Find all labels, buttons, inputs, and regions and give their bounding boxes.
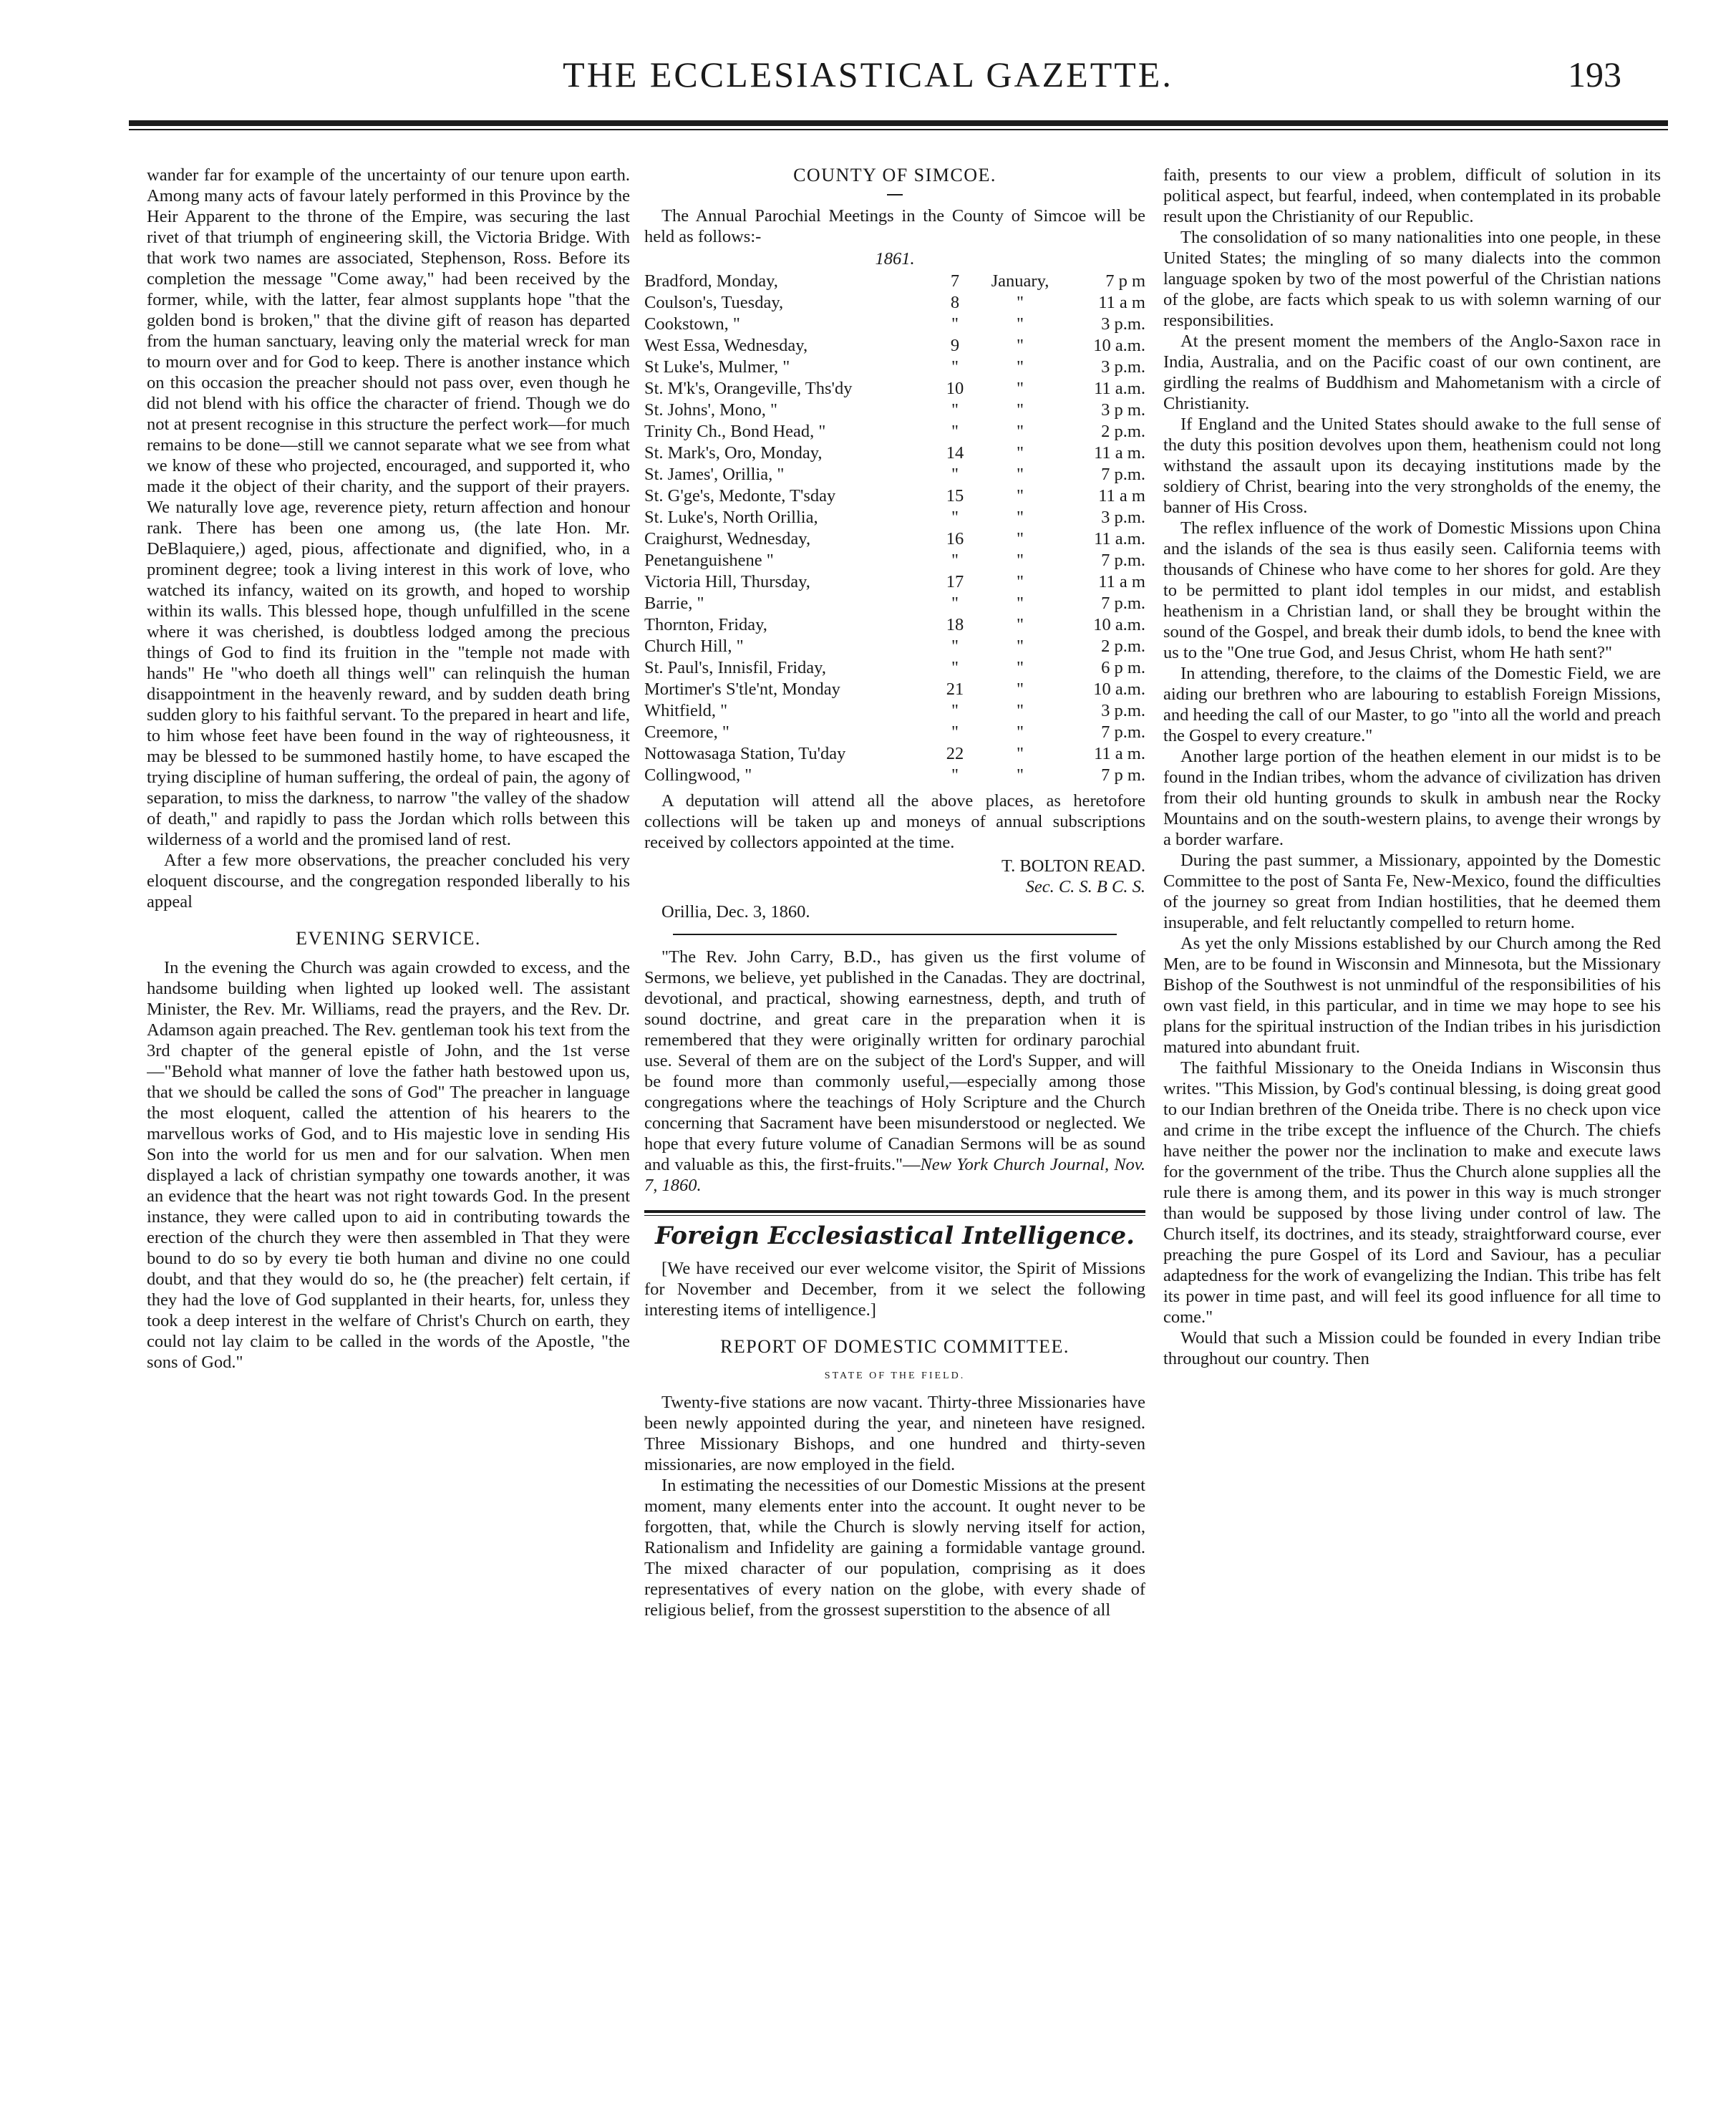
- schedule-day: 22: [946, 744, 964, 763]
- indian-tribes-paragraph: Another large portion of the heathen element in our midst is to be found in the Indian tribes, whom the advance of civilization has driven from their old hunting grounds to skulk in ambush near the Rocky Mountains and on the south-western plains, to avenge their wrongs by a border warfare.: [1163, 747, 1661, 849]
- stations-paragraph: Twenty-five stations are now vacant. Thirty-three Missionaries have been newly appointed during the year, and nineteen have resigned. Three Missionary Bishops, and one hundred and thirty-seven missionaries, are now employed in the field.: [644, 1393, 1145, 1474]
- schedule-day: ": [951, 701, 959, 720]
- schedule-month: ": [1016, 443, 1024, 463]
- oneida-paragraph: The faithful Missionary to the Oneida Indians in Wisconsin thus writes. "This Mission, by God's continual blessing, is doing great good to our Indian brethren of the Oneida tribe. There is no check upon vice and crime in the tribe except the influence of the Church. The chiefs have neither the power nor the inclination to make and execute laws for the government of the tribe. Thus the Church alone supplies all the rule there is among them, and its power in this way is much stronger than would be supposed by those living under control of law. The Church itself, its doctrines, and its steady, straightforward course, ever preaching the pure Gospel of its Lord and Saviour, has a peculiar adaptedness for the work of evangelizing the Indian. This tribe has felt its power in time past, and will feel its good influence for all time to come.": [1163, 1058, 1661, 1327]
- schedule-time: 11 a m.: [1094, 443, 1145, 463]
- schedule-place: Coulson's, Tuesday,: [644, 293, 784, 312]
- schedule-month: ": [1016, 551, 1024, 570]
- schedule-time: 7 p.m.: [1101, 594, 1145, 613]
- report-heading: REPORT OF DOMESTIC COMMITTEE.: [720, 1336, 1070, 1357]
- state-of-field-heading: STATE OF THE FIELD.: [824, 1370, 966, 1381]
- deputation-paragraph: A deputation will attend all the above places, as heretofore collections will be taken up and moneys of annual subscriptions received by collectors appointed at the time.: [644, 791, 1145, 852]
- foreign-intelligence-heading: Foreign Ecclesiastical Intelligence.: [655, 1222, 1135, 1250]
- schedule-place: Trinity Ch., Bond Head, ": [644, 422, 826, 441]
- schedule-place: St. Paul's, Innisfil, Friday,: [644, 658, 826, 677]
- column-1: [147, 165, 630, 2069]
- schedule-month: January,: [991, 271, 1049, 291]
- schedule-row: [644, 636, 1145, 657]
- schedule-place: Mortimer's S'tle'nt, Monday: [644, 680, 840, 699]
- sermons-review-text: "The Rev. John Carry, B.D., has given us the first volume of Sermons, we believe, yet published in the Canadas. They are doctrinal, devotional, and practical, showing earnestness, depth, and truth of sound doctrine, and great care in the preparation when it is remembered that they were originally written for ordinary parochial use. Several of them are on the subject of the Lord's Supper, and will be found more than commonly useful,—especially among those congregations where the teachings of Holy Scripture and the Church concerning that Sacrament have been misunderstood or neglected. We hope that every future volume of Canadian Sermons will be as sound and valuable as this, the first-fruits."—: [644, 947, 1145, 1174]
- anglo-saxon-paragraph: At the present moment the members of the Anglo-Saxon race in India, Australia, and on the Pacific coast of our own continent, are girdling the realms of Buddhism and Mahometanism with a circle of Christianity.: [1163, 332, 1661, 413]
- schedule-month: ": [1016, 379, 1024, 398]
- schedule-month: ": [1016, 400, 1024, 420]
- sermon-conclusion-paragraph: After a few more observations, the preacher concluded his very eloquent discourse, and the congregation responded liberally to his appeal: [147, 851, 630, 912]
- schedule-place: St. G'ge's, Medonte, T'sday: [644, 486, 836, 506]
- schedule-time: 11 a m.: [1094, 744, 1145, 763]
- schedule-month: ": [1016, 336, 1024, 355]
- schedule-day: ": [951, 722, 959, 742]
- schedule-time: 7 p m.: [1101, 765, 1145, 785]
- schedule-place: Church Hill, ": [644, 637, 744, 656]
- meeting-schedule-table: [644, 271, 1145, 786]
- schedule-row: [644, 700, 1145, 722]
- schedule-time: 3 p.m.: [1101, 357, 1145, 377]
- schedule-time: 7 p.m.: [1101, 551, 1145, 570]
- schedule-row: [644, 271, 1145, 292]
- schedule-row: [644, 679, 1145, 700]
- signer-title: Sec. C. S. B C. S.: [1025, 877, 1145, 896]
- schedule-place: St Luke's, Mulmer, ": [644, 357, 790, 377]
- schedule-row: [644, 571, 1145, 593]
- sermons-review-paragraph: [644, 947, 1145, 1196]
- schedule-place: West Essa, Wednesday,: [644, 336, 808, 355]
- section-divider: [673, 934, 1117, 935]
- schedule-row: [644, 443, 1145, 464]
- schedule-row: [644, 614, 1145, 636]
- schedule-time: 11 a.m.: [1094, 529, 1145, 548]
- schedule-place: St. Luke's, North Orillia,: [644, 508, 818, 527]
- schedule-month: ": [1016, 744, 1024, 763]
- schedule-day: ": [951, 465, 959, 484]
- schedule-month: ": [1016, 701, 1024, 720]
- schedule-day: 15: [946, 486, 964, 506]
- schedule-row: [644, 335, 1145, 357]
- england-paragraph: If England and the United States should awake to the full sense of the duty this position devolves upon them, heathenism could not long withstand the assault upon its decaying institutions made by the soldiery of Christ, bearing into the very strongholds of the enemy, the banner of His Cross.: [1163, 415, 1661, 517]
- schedule-day: ": [951, 594, 959, 613]
- schedule-place: Collingwood, ": [644, 765, 752, 785]
- schedule-time: 7 p m: [1105, 271, 1145, 291]
- schedule-row: [644, 550, 1145, 571]
- schedule-month: ": [1016, 422, 1024, 441]
- column-3: [1163, 165, 1661, 2069]
- schedule-time: 11 a.m.: [1094, 379, 1145, 398]
- schedule-day: ": [951, 508, 959, 527]
- schedule-place: Thornton, Friday,: [644, 615, 767, 634]
- schedule-row: [644, 378, 1145, 400]
- schedule-day: 8: [950, 293, 960, 312]
- schedule-day: 21: [946, 680, 964, 699]
- schedule-place: Craighurst, Wednesday,: [644, 529, 811, 548]
- schedule-month: ": [1016, 293, 1024, 312]
- schedule-place: Whitfield, ": [644, 701, 728, 720]
- reflex-influence-paragraph: The reflex influence of the work of Domestic Missions upon China and the islands of the sea is thus easily seen. California teems with thousands of Chinese who have come to her shores for gold. Are they to be permitted to plant idol temples in our midst, and establish heathenism in a Christian land, or shall they be brought within the sound of the Gospel, and break their dumb idols, to bend the knee with us to the "One true God, and Jesus Christ, whom He hath sent?": [1163, 518, 1661, 662]
- schedule-day: 14: [946, 443, 964, 463]
- consolidation-paragraph: The consolidation of so many nationalities into one people, in these United States; the mingling of so many dialects into the common language spoken by two of the most powerful of the Christian nations of the globe, are facts which speak to us with solemn warning of our responsibilities.: [1163, 228, 1661, 330]
- schedule-row: [644, 765, 1145, 786]
- schedule-day: ": [951, 314, 959, 334]
- schedule-month: ": [1016, 314, 1024, 334]
- schedule-day: 16: [946, 529, 964, 548]
- schedule-row: [644, 357, 1145, 378]
- schedule-month: ": [1016, 529, 1024, 548]
- schedule-place: Nottowasaga Station, Tu'day: [644, 744, 846, 763]
- santa-fe-paragraph: During the past summer, a Missionary, appointed by the Domestic Committee to the post of Santa Fe, New-Mexico, found the difficulties of the journey so great from Indian hostilities, that he deemed them insuperable, and felt reluctantly compelled to return home.: [1163, 851, 1661, 932]
- schedule-place: St. James', Orillia, ": [644, 465, 785, 484]
- schedule-month: ": [1016, 594, 1024, 613]
- schedule-time: 10 a.m.: [1093, 615, 1145, 634]
- schedule-time: 11 a m: [1098, 486, 1145, 506]
- schedule-month: ": [1016, 508, 1024, 527]
- foreign-rule-thick: [644, 1210, 1145, 1213]
- schedule-row: [644, 464, 1145, 485]
- schedule-place: Bradford, Monday,: [644, 271, 778, 291]
- evening-service-heading: EVENING SERVICE.: [296, 928, 481, 949]
- schedule-row: [644, 400, 1145, 421]
- schedule-month: ": [1016, 572, 1024, 591]
- domestic-field-paragraph: In attending, therefore, to the claims of the Domestic Field, we are aiding our brethren who are labouring to establish Foreign Missions, and heeding the call of our Master, to go "into all the world and preach the Gospel to every creature.": [1163, 664, 1661, 745]
- schedule-day: 7: [950, 271, 960, 291]
- dateline: Orillia, Dec. 3, 1860.: [661, 902, 810, 922]
- schedule-row: [644, 314, 1145, 335]
- schedule-time: 3 p.m.: [1101, 314, 1145, 334]
- schedule-year: 1861.: [875, 249, 915, 269]
- schedule-month: ": [1016, 680, 1024, 699]
- signer-name: T. BOLTON READ.: [1001, 856, 1145, 876]
- schedule-time: 7 p.m.: [1101, 722, 1145, 742]
- simcoe-rule: [887, 194, 903, 195]
- schedule-row: [644, 593, 1145, 614]
- schedule-day: ": [951, 658, 959, 677]
- page-number: 193: [1568, 54, 1621, 95]
- schedule-time: 10 a.m.: [1093, 680, 1145, 699]
- schedule-month: ": [1016, 722, 1024, 742]
- header-rule-thick: [129, 120, 1668, 126]
- schedule-day: ": [951, 637, 959, 656]
- schedule-time: 11 a m: [1098, 293, 1145, 312]
- foreign-intro-paragraph: [We have received our ever welcome visitor, the Spirit of Missions for November and December, from it we select the following interesting items of intelligence.]: [644, 1259, 1145, 1320]
- schedule-time: 2 p.m.: [1101, 637, 1145, 656]
- schedule-place: Penetanguishene ": [644, 551, 774, 570]
- schedule-time: 2 p.m.: [1101, 422, 1145, 441]
- schedule-place: Victoria Hill, Thursday,: [644, 572, 810, 591]
- schedule-time: 10 a.m.: [1093, 336, 1145, 355]
- schedule-month: ": [1016, 615, 1024, 634]
- schedule-day: ": [951, 357, 959, 377]
- faith-paragraph: faith, presents to our view a problem, difficult of solution in its political aspect, but fearful, indeed, when contemplated in its probable result upon the Christianity of our Republic.: [1163, 165, 1661, 226]
- schedule-time: 3 p.m.: [1101, 701, 1145, 720]
- schedule-row: [644, 292, 1145, 314]
- schedule-month: ": [1016, 465, 1024, 484]
- schedule-time: 7 p.m.: [1101, 465, 1145, 484]
- estimating-paragraph: In estimating the necessities of our Domestic Missions at the present moment, many elements enter into the account. It ought never to be forgotten, that, while the Church is slowly nerving itself for action, Rationalism and Infidelity are gaining a formidable vantage ground. The mixed character of our population, comprising as it does representatives of every nation on the globe, with every shade of religious belief, from the grossest superstition to the absence of all: [644, 1476, 1145, 1620]
- schedule-day: ": [951, 765, 959, 785]
- evening-service-paragraph: In the evening the Church was again crowded to excess, and the handsome building when lighted up looked well. The assistant Minister, the Rev. Mr. Williams, read the prayers, and the Rev. Dr. Adamson again preached. The Rev. gentleman took his text from the 3rd chapter of the general epistle of John, and the 1st verse—"Behold what manner of love the father hath bestowed upon us, that we should be called the sons of God" The preacher in language the most eloquent, called the attention of his hearers to the marvellous works of God, and to His majestic love in sending His Son into the world for us men and for our salvation. When men displayed a lack of christian sympathy one towards another, it was an evidence that the heart was not right towards God. In the present instance, they were called upon to aid in contributing towards the erection of the church they were then assembled in That they were bound to do so by every tie both human and divine no one could doubt, and that they would do so, he (the preacher) felt certain, if they had the love of God supplanted in their hearts, for, unless they took a deep interest in the welfare of Christ's Church on earth, they could not lay claim to be called in the words of the Apostle, "the sons of God.": [147, 958, 630, 1372]
- schedule-day: 18: [946, 615, 964, 634]
- schedule-place: St. M'k's, Orangeville, Ths'dy: [644, 379, 853, 398]
- schedule-time: 3 p m.: [1101, 400, 1145, 420]
- review-source: New York Church Journal, Nov. 7, 1860.: [644, 1155, 1145, 1195]
- schedule-month: ": [1016, 357, 1024, 377]
- schedule-place: Cookstown, ": [644, 314, 740, 334]
- schedule-time: 11 a m: [1098, 572, 1145, 591]
- schedule-row: [644, 485, 1145, 507]
- schedule-row: [644, 528, 1145, 550]
- column-2: [644, 165, 1145, 2069]
- closing-paragraph: Would that such a Mission could be founded in every Indian tribe throughout our country. Then: [1163, 1328, 1661, 1368]
- schedule-month: ": [1016, 658, 1024, 677]
- header-rule-thin: [129, 129, 1668, 130]
- schedule-place: St. Johns', Mono, ": [644, 400, 777, 420]
- schedule-month: ": [1016, 486, 1024, 506]
- schedule-day: 9: [950, 336, 960, 355]
- schedule-month: ": [1016, 765, 1024, 785]
- schedule-day: 10: [946, 379, 964, 398]
- schedule-day: ": [951, 400, 959, 420]
- red-men-missions-paragraph: As yet the only Missions established by our Church among the Red Men, are to be found in Wisconsin and Minnesota, but the Missionary Bishop of the Southwest is not unmindful of the responsibilities of his own vast field, in this particular, and in time we may hope to see his plans for the spiritual instruction of the Indian tribes in his jurisdiction matured into abundant fruit.: [1163, 934, 1661, 1057]
- schedule-day: ": [951, 551, 959, 570]
- schedule-time: 6 p m.: [1101, 658, 1145, 677]
- simcoe-intro: The Annual Parochial Meetings in the County of Simcoe will be held as follows:-: [644, 206, 1145, 246]
- sermon-paragraph: wander far for example of the uncertainty of our tenure upon earth. Among many acts of favour lately performed in this Province by the Heir Apparent to the throne of the Empire, was securing the last rivet of that triumph of engineering skill, the Victoria Bridge. With that work two names are associated, Stephenson, Ross. Before its completion the message "Come away," had been received by the former, while, with the latter, fear almost supplants hope "that the golden bond is broken," that the divine gift of reason has departed from the human sanctuary, leaving only the material wreck for man to mourn over and for God to keep. There is another instance which on this occasion the preacher should not pass over, even though he did not blend with his office the character of friend. Though we do not at present recognise in this structure the perfect work—for much remains to be done—still we cannot separate what we see from what we know of these who projected, encouraged, and supported it, who made it the object of their charity, and the support of their prayers. We naturally love age, reverence piety, return affection and honour rank. There has been one among us, (the late Hon. Mr. DeBlaquiere,) aged, pious, affectionate and dignified, who, in a prominent degree; took a living interest in this work of love, who watched its infancy, waited on its growth, and hoped to worship within its walls. This blessed hope, though unfulfilled in the scene where it was cherished, is doubtless lodged among the precious things of God to find its fruition in the "temple not made with hands" He "who doeth all things well" can relinquish the human disappointment in the heavenly reward, and by sudden death bring sudden glory to his faithful servant. To the prepared in heart and life, to him whose feet have been found in the way of righteousness, it may be blessed to be summoned hastily home, to have escaped the trying discipline of human suffering, the ordeal of pain, the agony of separation, to miss the darkness, to narrow "the valley of the shadow of death," and rapidly to pass the Jordan which rolls between this wilderness of a world and the promised land of rest.: [147, 165, 630, 849]
- schedule-day: 17: [946, 572, 964, 591]
- masthead-title: THE ECCLESIASTICAL GAZETTE.: [563, 54, 1173, 95]
- schedule-row: [644, 421, 1145, 443]
- schedule-time: 3 p.m.: [1101, 508, 1145, 527]
- schedule-row: [644, 657, 1145, 679]
- foreign-rule-thin: [644, 1215, 1145, 1216]
- schedule-place: Creemore, ": [644, 722, 729, 742]
- schedule-place: Barrie, ": [644, 594, 704, 613]
- simcoe-heading: COUNTY OF SIMCOE.: [793, 165, 996, 185]
- schedule-day: ": [951, 422, 959, 441]
- schedule-row: [644, 722, 1145, 743]
- schedule-row: [644, 507, 1145, 528]
- page-header: [0, 0, 1736, 125]
- schedule-place: St. Mark's, Oro, Monday,: [644, 443, 823, 463]
- schedule-row: [644, 743, 1145, 765]
- schedule-month: ": [1016, 637, 1024, 656]
